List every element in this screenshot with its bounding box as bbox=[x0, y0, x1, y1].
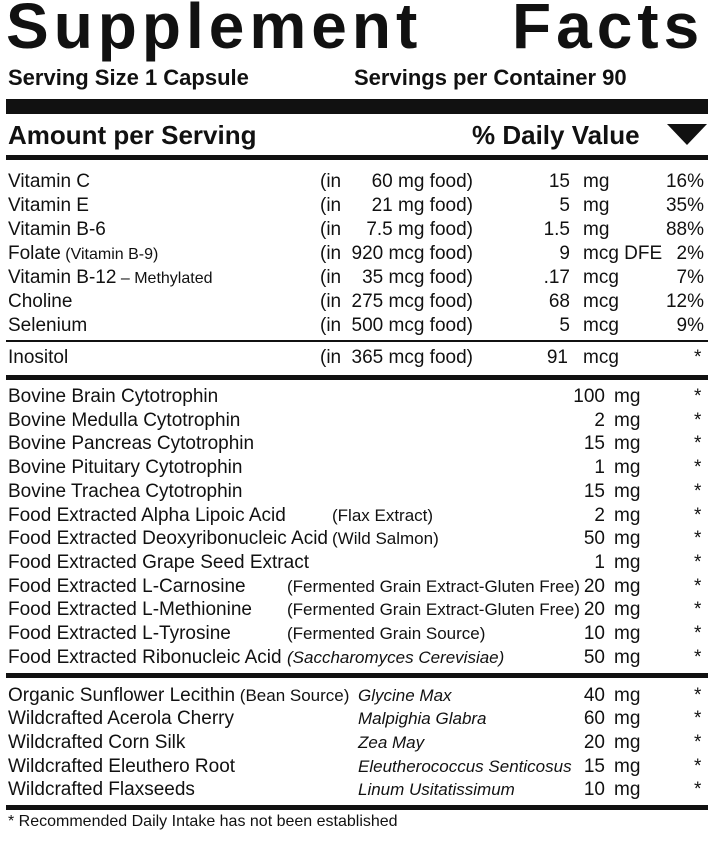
amount: .17 bbox=[543, 267, 570, 288]
daily-value: * bbox=[694, 386, 702, 407]
amount: 50 bbox=[583, 647, 605, 668]
botanical-name: Malpighia Glabra bbox=[358, 709, 487, 728]
daily-value: * bbox=[694, 732, 702, 753]
ingredient-row bbox=[0, 731, 713, 755]
unit: mg bbox=[614, 433, 641, 454]
ingredient-source: (Saccharomyces Cerevisiae) bbox=[287, 648, 505, 667]
unit: mg bbox=[614, 505, 641, 526]
serving-size: Serving Size 1 Capsule bbox=[8, 65, 249, 90]
ingredient-name: Food Extracted Alpha Lipoic Acid bbox=[8, 505, 286, 526]
daily-value: * bbox=[694, 347, 702, 368]
amount: 10 bbox=[583, 779, 605, 800]
amount: 5 bbox=[559, 195, 570, 216]
daily-value: 16% bbox=[665, 171, 704, 192]
nutrient-row bbox=[0, 218, 713, 242]
unit: mg bbox=[614, 410, 641, 431]
nutrient-name: Selenium bbox=[8, 315, 88, 336]
daily-value: * bbox=[694, 505, 702, 526]
ingredient-name: Wildcrafted Acerola Cherry bbox=[8, 708, 234, 729]
ingredient-name: Wildcrafted Flaxseeds bbox=[8, 779, 195, 800]
daily-value-heading: % Daily Value bbox=[472, 120, 640, 150]
ingredient-name: Bovine Medulla Cytotrophin bbox=[8, 410, 241, 431]
unit: mg bbox=[583, 195, 610, 216]
footnote: * Recommended Daily Intake has not been established bbox=[8, 813, 398, 830]
title-word-supplement: Supplement bbox=[6, 0, 423, 62]
botanical-name: Linum Usitatissimum bbox=[358, 780, 515, 799]
ingredient-row bbox=[0, 755, 713, 779]
amount: 20 bbox=[583, 599, 605, 620]
nutrient-row-inositol bbox=[0, 346, 713, 370]
unit: mg bbox=[583, 171, 610, 192]
unit: mg bbox=[614, 647, 641, 668]
food-amount: 7.5 mg food) bbox=[366, 219, 473, 240]
servings-per-container: Servings per Container 90 bbox=[354, 65, 627, 90]
amount: 2 bbox=[594, 505, 605, 526]
food-amount: 275 mcg food) bbox=[351, 291, 473, 312]
unit: mg bbox=[614, 732, 641, 753]
daily-value: * bbox=[694, 756, 702, 777]
daily-value: 88% bbox=[665, 219, 704, 240]
daily-value: * bbox=[694, 552, 702, 573]
ingredient-source: (Fermented Grain Extract-Gluten Free) bbox=[287, 600, 580, 619]
unit: mcg bbox=[583, 291, 619, 312]
ingredient-name: Food Extracted L-Methionine bbox=[8, 599, 252, 620]
amount: 10 bbox=[583, 623, 605, 644]
amount: 50 bbox=[583, 528, 605, 549]
ingredient-name: Bovine Brain Cytotrophin bbox=[8, 386, 219, 407]
ingredient-row bbox=[0, 480, 713, 504]
ingredient-row bbox=[0, 551, 713, 575]
amount: 15 bbox=[583, 756, 605, 777]
title-word-facts: Facts bbox=[512, 0, 705, 62]
food-in: (in bbox=[320, 195, 342, 216]
ingredient-row bbox=[0, 707, 713, 731]
amount: 40 bbox=[583, 685, 605, 706]
ingredient-row bbox=[0, 409, 713, 433]
amount: 1 bbox=[594, 457, 605, 478]
food-amount: 35 mcg food) bbox=[362, 267, 473, 288]
unit: mcg DFE bbox=[583, 243, 663, 264]
amount: 60 bbox=[583, 708, 605, 729]
daily-value: * bbox=[694, 685, 702, 706]
daily-value: * bbox=[694, 576, 702, 597]
food-in: (in bbox=[320, 267, 342, 288]
botanical-name: Zea May bbox=[358, 733, 425, 752]
nutrient-row bbox=[0, 242, 713, 266]
ingredient-name: Food Extracted L-Carnosine bbox=[8, 576, 246, 597]
food-in: (in bbox=[320, 219, 342, 240]
amount: 15 bbox=[583, 433, 605, 454]
thick-divider bbox=[6, 99, 708, 114]
daily-value: * bbox=[694, 708, 702, 729]
ingredient-row bbox=[0, 684, 713, 708]
unit: mg bbox=[614, 599, 641, 620]
daily-value: 35% bbox=[665, 195, 704, 216]
food-in: (in bbox=[320, 243, 342, 264]
ingredient-row bbox=[0, 575, 713, 599]
nutrient-row bbox=[0, 170, 713, 194]
ingredient-source: (Fermented Grain Source) bbox=[287, 624, 486, 643]
food-amount: 920 mcg food) bbox=[351, 243, 473, 264]
ingredient-name: Food Extracted Ribonucleic Acid bbox=[8, 647, 282, 668]
nutrient-name: Folate (Vitamin B-9) bbox=[8, 243, 159, 264]
unit: mg bbox=[614, 528, 641, 549]
amount: 15 bbox=[583, 481, 605, 502]
unit: mg bbox=[614, 623, 641, 644]
unit: mcg bbox=[583, 347, 619, 368]
amount: 100 bbox=[573, 386, 605, 407]
ingredient-row bbox=[0, 622, 713, 646]
amount: 1.5 bbox=[543, 219, 570, 240]
daily-value: * bbox=[694, 433, 702, 454]
amount: 15 bbox=[548, 171, 570, 192]
ingredient-name: Food Extracted L-Tyrosine bbox=[8, 623, 231, 644]
unit: mg bbox=[614, 552, 641, 573]
food-in: (in bbox=[320, 171, 342, 192]
divider bbox=[6, 673, 708, 678]
nutrient-name: Choline bbox=[8, 291, 73, 312]
amount: 91 bbox=[546, 347, 568, 368]
botanical-name: Glycine Max bbox=[358, 686, 452, 705]
unit: mg bbox=[614, 386, 641, 407]
unit: mg bbox=[614, 685, 641, 706]
ingredient-row bbox=[0, 456, 713, 480]
unit: mg bbox=[614, 779, 641, 800]
amount: 20 bbox=[583, 732, 605, 753]
ingredient-row bbox=[0, 527, 713, 551]
daily-value: * bbox=[694, 599, 702, 620]
ingredient-source: (Fermented Grain Extract-Gluten Free) bbox=[287, 577, 580, 596]
food-amount: 500 mcg food) bbox=[351, 315, 473, 336]
daily-value: 7% bbox=[676, 267, 704, 288]
daily-value: * bbox=[694, 457, 702, 478]
food-amount: 365 mcg food) bbox=[351, 347, 473, 368]
ingredient-source: (Flax Extract) bbox=[332, 506, 434, 525]
ingredient-name: Bovine Trachea Cytotrophin bbox=[8, 481, 243, 502]
food-in: (in bbox=[320, 315, 342, 336]
ingredient-name: Bovine Pituitary Cytotrophin bbox=[8, 457, 243, 478]
nutrient-row bbox=[0, 194, 713, 218]
nutrient-name: Vitamin C bbox=[8, 171, 91, 192]
daily-value: * bbox=[694, 528, 702, 549]
ingredient-row bbox=[0, 385, 713, 409]
ingredient-name: Wildcrafted Corn Silk bbox=[8, 732, 186, 753]
botanical-name: Eleutherococcus Senticosus bbox=[358, 757, 572, 776]
ingredient-name: Food Extracted Deoxyribonucleic Acid bbox=[8, 528, 328, 549]
nutrient-row bbox=[0, 266, 713, 290]
unit: mg bbox=[614, 708, 641, 729]
divider bbox=[6, 155, 708, 160]
unit: mg bbox=[614, 576, 641, 597]
ingredient-row bbox=[0, 778, 713, 802]
triangle-down-icon bbox=[667, 124, 707, 145]
amount-per-serving-heading: Amount per Serving bbox=[8, 120, 257, 150]
ingredient-source: (Wild Salmon) bbox=[332, 529, 439, 548]
food-amount: 60 mg food) bbox=[371, 171, 473, 192]
daily-value: * bbox=[694, 410, 702, 431]
food-amount: 21 mg food) bbox=[371, 195, 473, 216]
daily-value: 2% bbox=[676, 243, 704, 264]
ingredient-name: Wildcrafted Eleuthero Root bbox=[8, 756, 236, 777]
page-title bbox=[6, 0, 705, 62]
nutrient-row bbox=[0, 314, 713, 338]
amount: 20 bbox=[583, 576, 605, 597]
ingredient-name: Food Extracted Grape Seed Extract bbox=[8, 552, 309, 573]
divider bbox=[6, 805, 708, 810]
food-in: (in bbox=[320, 347, 342, 368]
amount: 68 bbox=[548, 291, 570, 312]
unit: mcg bbox=[583, 315, 619, 336]
ingredient-row bbox=[0, 598, 713, 622]
amount: 1 bbox=[594, 552, 605, 573]
ingredient-row bbox=[0, 504, 713, 528]
unit: mg bbox=[614, 481, 641, 502]
food-in: (in bbox=[320, 291, 342, 312]
ingredient-name: Bovine Pancreas Cytotrophin bbox=[8, 433, 255, 454]
divider bbox=[6, 340, 708, 342]
daily-value: 9% bbox=[676, 315, 704, 336]
daily-value: * bbox=[694, 779, 702, 800]
daily-value: * bbox=[694, 647, 702, 668]
unit: mg bbox=[614, 457, 641, 478]
amount: 9 bbox=[559, 243, 570, 264]
amount: 2 bbox=[594, 410, 605, 431]
nutrient-name: Vitamin E bbox=[8, 195, 89, 216]
nutrient-name: Inositol bbox=[8, 347, 69, 368]
unit: mcg bbox=[583, 267, 619, 288]
daily-value: * bbox=[694, 623, 702, 644]
nutrient-name: Vitamin B-6 bbox=[8, 219, 106, 240]
nutrient-row bbox=[0, 290, 713, 314]
daily-value: 12% bbox=[665, 291, 704, 312]
amount: 5 bbox=[559, 315, 570, 336]
ingredient-name: Organic Sunflower Lecithin (Bean Source) bbox=[8, 685, 350, 706]
nutrient-name: Vitamin B-12 – Methylated bbox=[8, 267, 213, 288]
daily-value: * bbox=[694, 481, 702, 502]
unit: mg bbox=[614, 756, 641, 777]
unit: mg bbox=[583, 219, 610, 240]
ingredient-row bbox=[0, 432, 713, 456]
ingredient-row bbox=[0, 646, 713, 670]
divider bbox=[6, 375, 708, 380]
